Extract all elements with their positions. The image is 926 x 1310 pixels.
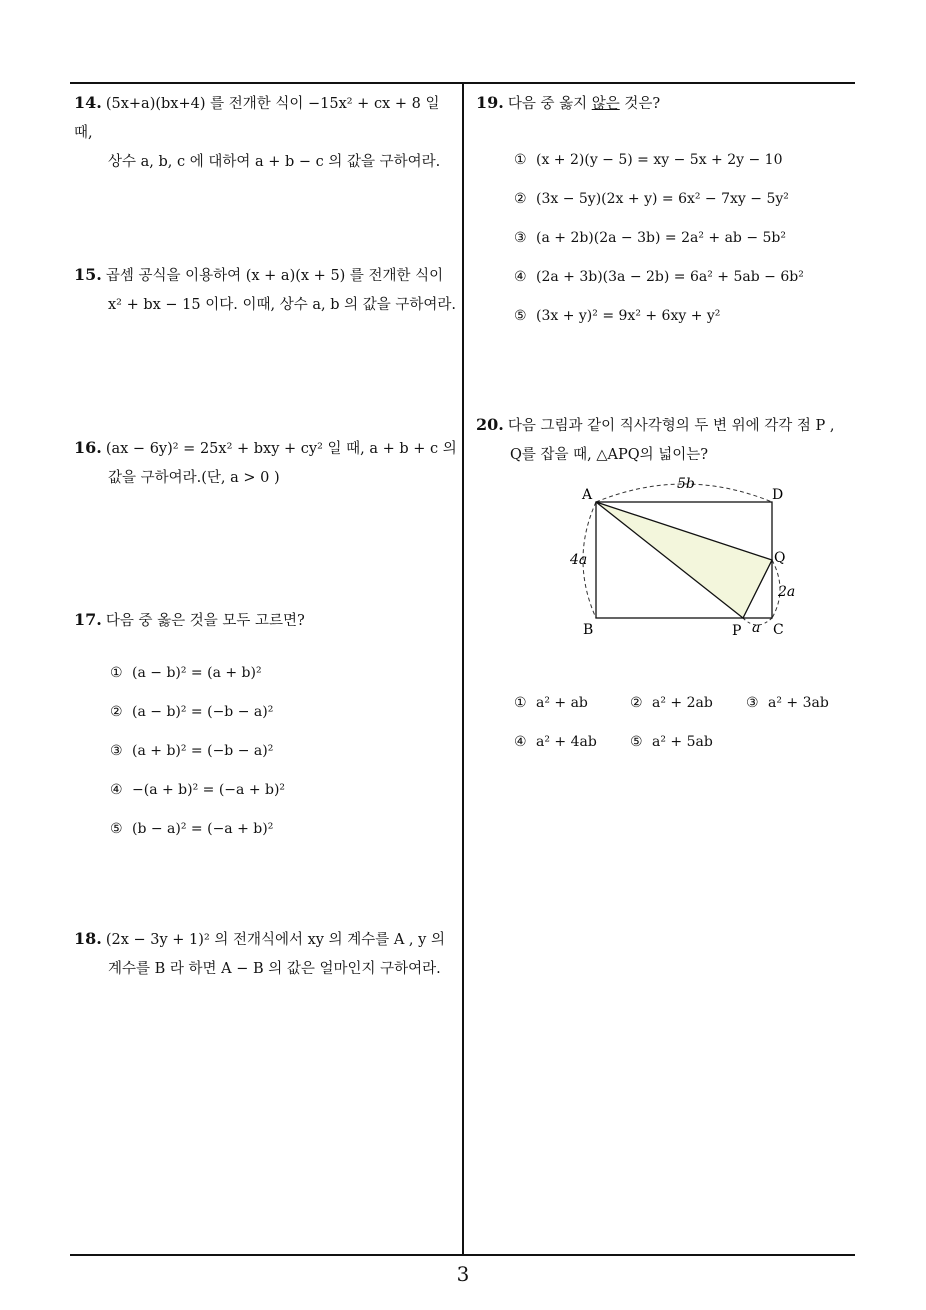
choice-mark: ① <box>110 665 123 681</box>
label-A: A <box>582 487 593 503</box>
page-number: 3 <box>456 1262 470 1286</box>
choice-mark: ③ <box>514 230 527 246</box>
choice-mark: ⑤ <box>630 734 643 750</box>
choice-expr: (b − a)² = (−a + b)² <box>132 821 274 837</box>
choice-4[interactable] <box>110 776 285 805</box>
choice-5[interactable] <box>110 815 273 844</box>
choice-expr: (a − b)² = (a + b)² <box>132 665 262 681</box>
choice-mark: ⑤ <box>110 821 123 837</box>
label-right-2a: 2a <box>778 584 796 600</box>
label-D: D <box>772 487 784 503</box>
label-B: B <box>583 622 594 638</box>
question-19 <box>476 88 860 119</box>
choice-2[interactable] <box>514 185 789 214</box>
question-text-line1: (ax − 6y)² = 25x² + bxy + cy² 일 때, a + b + c 의 <box>105 441 457 457</box>
choice-mark: ① <box>514 695 527 711</box>
question-text-line2: Q를 잡을 때, △APQ의 넓이는? <box>510 447 709 463</box>
question-text-line1: 곱셈 공식을 이용하여 (x + a)(x + 5) 를 전개한 식이 <box>105 268 444 284</box>
choice-mark: ③ <box>110 743 123 759</box>
label-bottom-a: a <box>752 620 761 636</box>
choice-expr: (2a + 3b)(3a − 2b) = 6a² + 5ab − 6b² <box>536 269 804 285</box>
question-20 <box>476 410 860 470</box>
choice-expr: a² + 3ab <box>768 695 829 711</box>
choice-mark: ④ <box>514 269 527 285</box>
rectangle-triangle-figure <box>560 472 810 647</box>
choice-expr: (a + 2b)(2a − 3b) = 2a² + ab − 5b² <box>536 230 786 246</box>
question-18 <box>74 924 458 984</box>
question-text: 다음 중 옳은 것을 모두 고르면? <box>105 613 305 629</box>
choice-expr: (x + 2)(y − 5) = xy − 5x + 2y − 10 <box>536 152 783 168</box>
question-number: 19. <box>476 93 504 112</box>
question-14 <box>74 88 458 177</box>
choice-expr: (a − b)² = (−b − a)² <box>132 704 274 720</box>
label-Q: Q <box>774 550 786 566</box>
choice-1[interactable] <box>110 659 262 688</box>
choice-mark: ① <box>514 152 527 168</box>
choice-mark: ② <box>110 704 123 720</box>
choice-5[interactable] <box>630 728 713 757</box>
choice-1[interactable] <box>514 689 588 718</box>
choice-1[interactable] <box>514 146 783 175</box>
question-text-line1: (2x − 3y + 1)² 의 전개식에서 xy 의 계수를 A , y 의 <box>105 932 445 948</box>
choice-expr: (a + b)² = (−b − a)² <box>132 743 274 759</box>
question-text-line2: 상수 a, b, c 에 대하여 a + b − c 의 값을 구하여라. <box>108 154 441 170</box>
choice-mark: ③ <box>746 695 759 711</box>
choice-expr: −(a + b)² = (−a + b)² <box>132 782 286 798</box>
choice-2[interactable] <box>110 698 273 727</box>
question-number: 15. <box>74 265 102 284</box>
question-16 <box>74 433 458 493</box>
label-left-4a: 4a <box>570 552 588 568</box>
question-text: 다음 중 옳지 <box>507 96 592 112</box>
choice-mark: ② <box>514 191 527 207</box>
triangle-apq <box>596 502 772 618</box>
choice-mark: ④ <box>110 782 123 798</box>
choice-mark: ④ <box>514 734 527 750</box>
choice-3[interactable] <box>514 224 786 253</box>
question-number: 17. <box>74 610 102 629</box>
question-number: 18. <box>74 929 102 948</box>
choice-expr: (3x − 5y)(2x + y) = 6x² − 7xy − 5y² <box>536 191 789 207</box>
label-P: P <box>732 623 742 639</box>
choice-mark: ⑤ <box>514 308 527 324</box>
label-C: C <box>773 622 784 638</box>
choice-5[interactable] <box>514 302 720 331</box>
choice-mark: ② <box>630 695 643 711</box>
choice-expr: a² + 2ab <box>652 695 713 711</box>
question-text-underlined: 않은 <box>591 96 620 112</box>
question-number: 16. <box>74 438 102 457</box>
choice-4[interactable] <box>514 263 804 292</box>
choice-expr: a² + ab <box>536 695 588 711</box>
question-number: 20. <box>476 415 504 434</box>
question-text-line1: (5x+a)(bx+4) 를 전개한 식이 −15x² + cx + 8 일 때, <box>74 96 440 141</box>
question-text-line2: x² + bx − 15 이다. 이때, 상수 a, b 의 값을 구하여라. <box>108 297 456 313</box>
choice-3[interactable] <box>746 689 829 718</box>
question-15 <box>74 260 458 320</box>
choice-expr: a² + 4ab <box>536 734 597 750</box>
column-divider <box>462 82 464 1256</box>
question-text-line1: 다음 그림과 같이 직사각형의 두 변 위에 각각 점 P , <box>507 418 835 434</box>
question-text-line2: 계수를 B 라 하면 A − B 의 값은 얼마인지 구하여라. <box>108 961 441 977</box>
choice-expr: a² + 5ab <box>652 734 713 750</box>
choice-4[interactable] <box>514 728 597 757</box>
question-text-end: 것은? <box>619 96 661 112</box>
label-top-5b: 5b <box>677 476 695 492</box>
question-number: 14. <box>74 93 102 112</box>
choice-3[interactable] <box>110 737 273 766</box>
choice-2[interactable] <box>630 689 713 718</box>
choice-expr: (3x + y)² = 9x² + 6xy + y² <box>536 308 721 324</box>
question-17 <box>74 605 458 636</box>
question-text-line2: 값을 구하여라.(단, a > 0 ) <box>108 470 280 486</box>
